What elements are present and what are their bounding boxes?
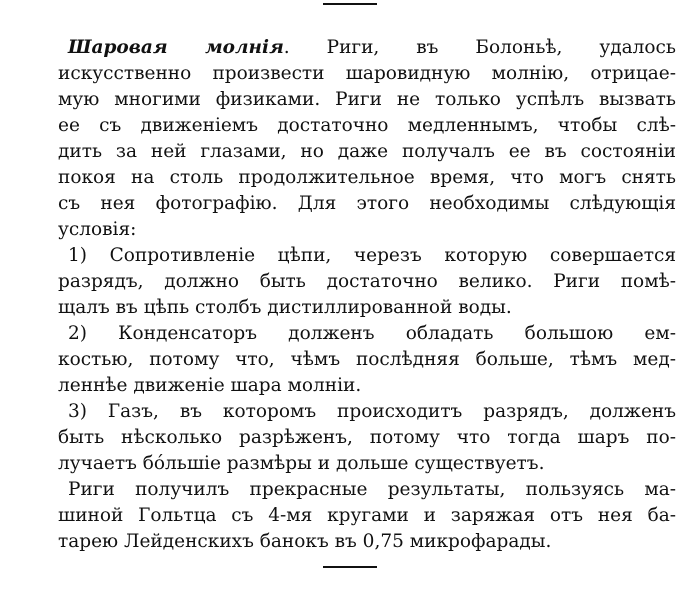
text-line-6: покоя на столь продолжительное время, что могъ снять xyxy=(58,167,676,188)
text-line-17: лучаетъ бóльшіе размѣры и дольше существуетъ. xyxy=(58,453,545,474)
top-divider xyxy=(323,3,377,5)
text-line-18: Риги получилъ прекрасные результаты, пользуясь ма- xyxy=(68,479,676,500)
text-line-14: леннѣе движеніе шара молніи. xyxy=(58,375,362,396)
text-line-10: разрядъ, должно быть достаточно велико. Риги помѣ- xyxy=(58,271,676,292)
text-line-12: 2) Конденсаторъ долженъ обладать большою ем- xyxy=(68,323,676,344)
text-line-5: дить за ней глазами, но даже получалъ ее въ состояніи xyxy=(58,141,676,162)
text-line-7: съ нея фотографію. Для этого необходимы слѣдующія xyxy=(58,193,676,214)
text-line-15: 3) Газъ, въ которомъ происходитъ разрядъ, долженъ xyxy=(68,401,676,422)
article xyxy=(58,35,676,555)
text-line-1 xyxy=(58,35,676,61)
text-line-13: костью, потому что, чѣмъ послѣдняя больше, тѣмъ мед- xyxy=(58,349,676,370)
text-line-11: щалъ въ цѣпь столбъ дистиллированной воды. xyxy=(58,297,512,318)
text-line-9: 1) Сопротивленіе цѣпи, черезъ которую совершается xyxy=(68,245,676,266)
text-line-3: мую многими физиками. Риги не только успѣлъ вызвать xyxy=(58,89,676,110)
text-line-4: ее съ движеніемъ достаточно медленнымъ, чтобы слѣ- xyxy=(58,115,676,136)
bottom-divider xyxy=(323,566,377,568)
text-line-20: тарею Лейденскихъ банокъ въ 0,75 микрофарады. xyxy=(58,531,552,552)
text-line-1-rest: . Риги, въ Болоньѣ, удалось xyxy=(283,37,676,58)
text-line-19: шиной Гольтца съ 4-мя кругами и заряжая отъ нея ба- xyxy=(58,505,676,526)
text-line-8: условія: xyxy=(58,219,137,240)
article-title: Шаровая молнія xyxy=(68,37,284,58)
text-line-2: искусственно произвести шаровидную молнію, отрицае- xyxy=(58,63,676,84)
text-line-16: быть нѣсколько разрѣженъ, потому что тогда шаръ по- xyxy=(58,427,676,448)
